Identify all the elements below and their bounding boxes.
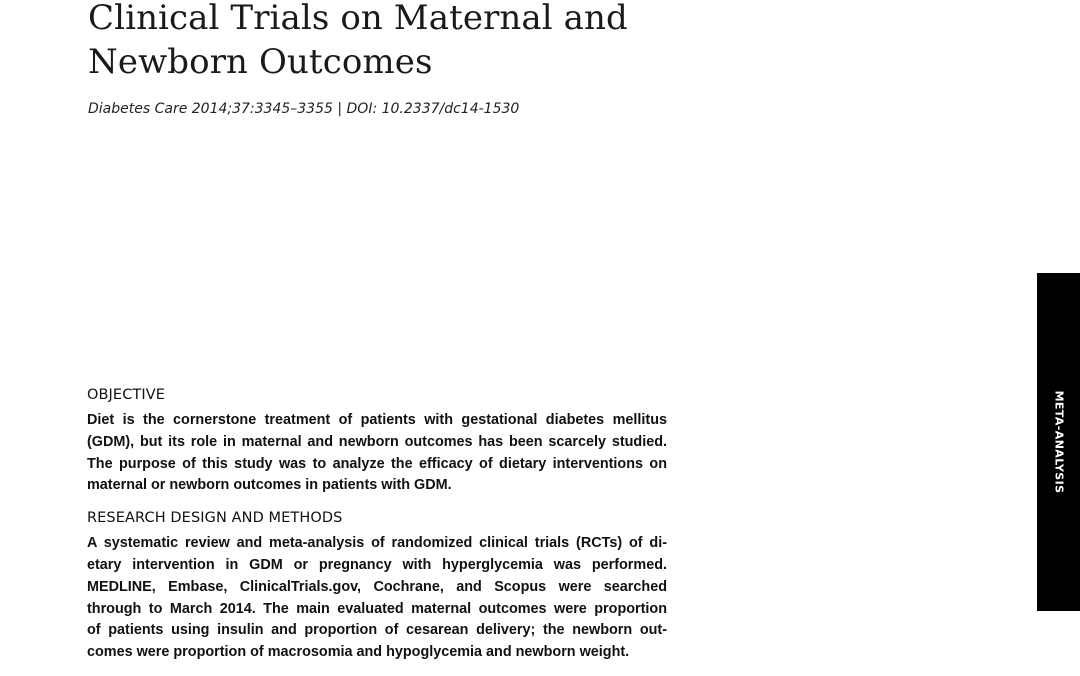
article-title-line: Clinical Trials on Maternal and (88, 0, 628, 38)
objective-text (87, 410, 667, 497)
objective-line: The purpose of this study was to analyze the efficacy of dietary interventions on (87, 455, 667, 472)
methods-line: comes were proportion of macrosomia and hypoglycemia and newborn weight. (87, 644, 630, 661)
side-tab-label: META-ANALYSIS (1052, 390, 1065, 494)
objective-line: maternal or newborn outcomes in patients with GDM. (87, 477, 452, 494)
methods-line: through to March 2014. The main evaluated maternal outcomes were proportion (87, 600, 667, 617)
citation: Diabetes Care 2014;37:3345–3355 | DOI: 10.2337/dc14-1530 (88, 101, 520, 117)
objective-line: Diet is the cornerstone treatment of patients with gestational diabetes mellitus (87, 412, 667, 428)
methods-text (87, 533, 667, 664)
methods-line: MEDLINE, Embase, ClinicalTrials.gov, Cochrane, and Scopus were searched (87, 578, 667, 595)
abstract (87, 386, 667, 676)
methods-section (87, 509, 667, 664)
methods-line: etary intervention in GDM or pregnancy with hyperglycemia was performed. (87, 556, 667, 573)
methods-line: of patients using insulin and proportion of cesarean delivery; the newborn out- (87, 622, 667, 639)
objective-line: (GDM), but its role in maternal and newborn outcomes has been scarcely studied. (87, 433, 667, 450)
methods-line: A systematic review and meta-analysis of randomized clinical trials (RCTs) of di- (87, 535, 667, 552)
methods-heading: RESEARCH DESIGN AND METHODS (87, 510, 343, 527)
article-title (88, 0, 788, 84)
section-side-tab (1037, 273, 1080, 611)
objective-section (87, 386, 667, 497)
objective-heading: OBJECTIVE (87, 387, 166, 403)
article-title-line: Newborn Outcomes (88, 42, 433, 82)
